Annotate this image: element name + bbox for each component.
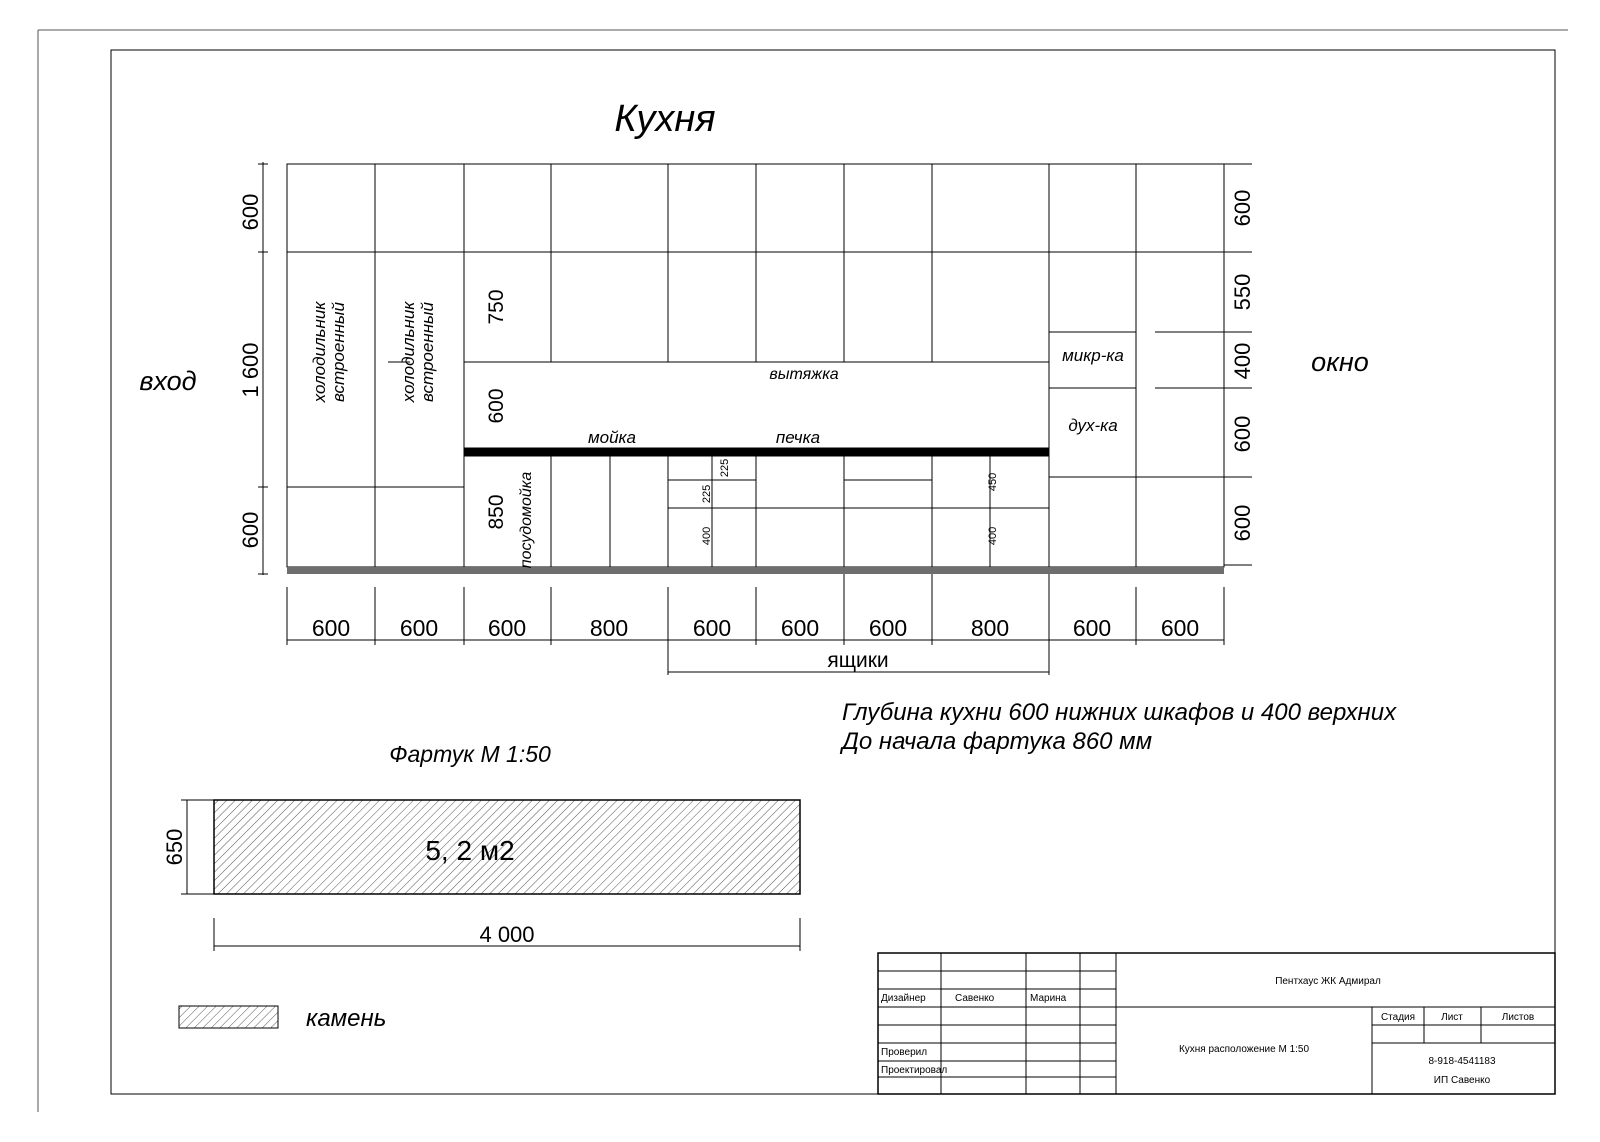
note-apron-start: До начала фартука 860 мм	[842, 728, 1153, 755]
contact-phone: 8-918-4541183	[1428, 1056, 1496, 1067]
svg-text:холодильник: холодильник	[399, 301, 418, 403]
company-name: ИП Савенко	[1433, 1075, 1491, 1086]
kitchen-elevation	[287, 164, 1224, 574]
apron-section	[162, 741, 800, 951]
svg-text:встроенный: встроенный	[329, 301, 348, 403]
fridge-base-2	[375, 487, 464, 567]
drawing-title: Кухня	[614, 98, 716, 140]
dishwasher-label: посудомойка	[518, 471, 535, 569]
material-legend	[179, 1005, 386, 1032]
window-label: окно	[1311, 347, 1369, 377]
left-dimension-chain	[238, 162, 268, 575]
width-dim-1: 600	[311, 615, 351, 641]
oven-label: дух-ка	[1068, 416, 1118, 435]
title-block	[878, 953, 1555, 1094]
apron-width: 4 000	[479, 922, 535, 947]
drawer-dim-a2: 225	[701, 484, 713, 504]
role-designer: Дизайнер	[881, 993, 926, 1004]
note-depth: Глубина кухни 600 нижних шкафов и 400 верхних	[842, 699, 1397, 726]
entrance-label: вход	[139, 366, 197, 396]
sheet-header: Лист	[1441, 1012, 1463, 1023]
drawers-label: ящики	[827, 649, 889, 672]
left-dim-middle: 1 600	[238, 342, 263, 398]
role-designed: Проектировал	[881, 1065, 948, 1076]
plinth	[287, 567, 1224, 574]
role-checked: Проверил	[881, 1047, 928, 1058]
right-dim-3: 400	[1230, 342, 1255, 380]
legend-label: камень	[306, 1005, 387, 1032]
sink-label: мойка	[587, 428, 637, 447]
width-dim-5: 600	[692, 615, 732, 641]
left-dim-upper: 600	[238, 193, 263, 231]
microwave-label: микр-ка	[1062, 346, 1124, 365]
width-dim-3: 600	[487, 615, 527, 641]
designer-name: Марина	[1030, 993, 1067, 1004]
fridge-2-label	[399, 301, 437, 404]
title-block-frame	[878, 953, 1555, 1094]
designer-surname: Савенко	[955, 993, 995, 1004]
width-dim-8: 800	[970, 615, 1010, 641]
width-dim-4: 800	[589, 615, 629, 641]
right-dimension-chain	[1224, 164, 1255, 565]
drawer-dim-a1: 225	[719, 458, 731, 478]
upper-dividers	[375, 164, 1136, 252]
apron-area: 5, 2 м2	[425, 835, 515, 866]
fridge-base-1	[287, 487, 375, 567]
right-column-dividers	[1049, 252, 1224, 567]
base-height-dim: 850	[485, 494, 508, 530]
drawer-dim-a3: 400	[701, 526, 713, 546]
width-dim-10: 600	[1160, 615, 1200, 641]
apron-title: Фартук М 1:50	[389, 741, 551, 767]
hood-label: вытяжка	[769, 366, 839, 383]
apron-area	[464, 362, 1049, 448]
right-dim-4: 600	[1230, 415, 1255, 453]
countertop	[464, 448, 1049, 456]
sheets-header: Листов	[1501, 1012, 1535, 1023]
wall-cabinet-dividers	[551, 252, 932, 362]
width-dim-6: 600	[780, 615, 820, 641]
base-cabinet-dividers	[551, 456, 1049, 567]
svg-text:холодильник: холодильник	[310, 301, 329, 403]
legend-swatch	[179, 1006, 278, 1028]
width-dim-9: 600	[1072, 615, 1112, 641]
svg-text:встроенный: встроенный	[418, 301, 437, 403]
left-dim-lower: 600	[238, 511, 263, 549]
right-dim-5: 600	[1230, 504, 1255, 542]
width-dim-2: 600	[399, 615, 439, 641]
bottom-dimension-chain	[287, 574, 1224, 675]
apron-height-dim: 600	[485, 388, 508, 424]
drawer-dim-b1: 450	[987, 472, 999, 492]
project-name: Пентхаус ЖК Адмирал	[1275, 976, 1381, 987]
stove-label: печка	[775, 428, 821, 447]
stage-header: Стадия	[1380, 1012, 1416, 1023]
width-dim-7: 600	[868, 615, 908, 641]
right-dim-2: 550	[1230, 273, 1255, 311]
fridge-1-label	[310, 301, 348, 404]
sheet-title: Кухня расположение М 1:50	[1178, 1044, 1310, 1055]
right-dim-1: 600	[1230, 189, 1255, 227]
upper-height-dim: 750	[485, 289, 508, 325]
apron-height: 650	[162, 828, 187, 866]
drawer-dim-b2: 400	[987, 526, 999, 546]
